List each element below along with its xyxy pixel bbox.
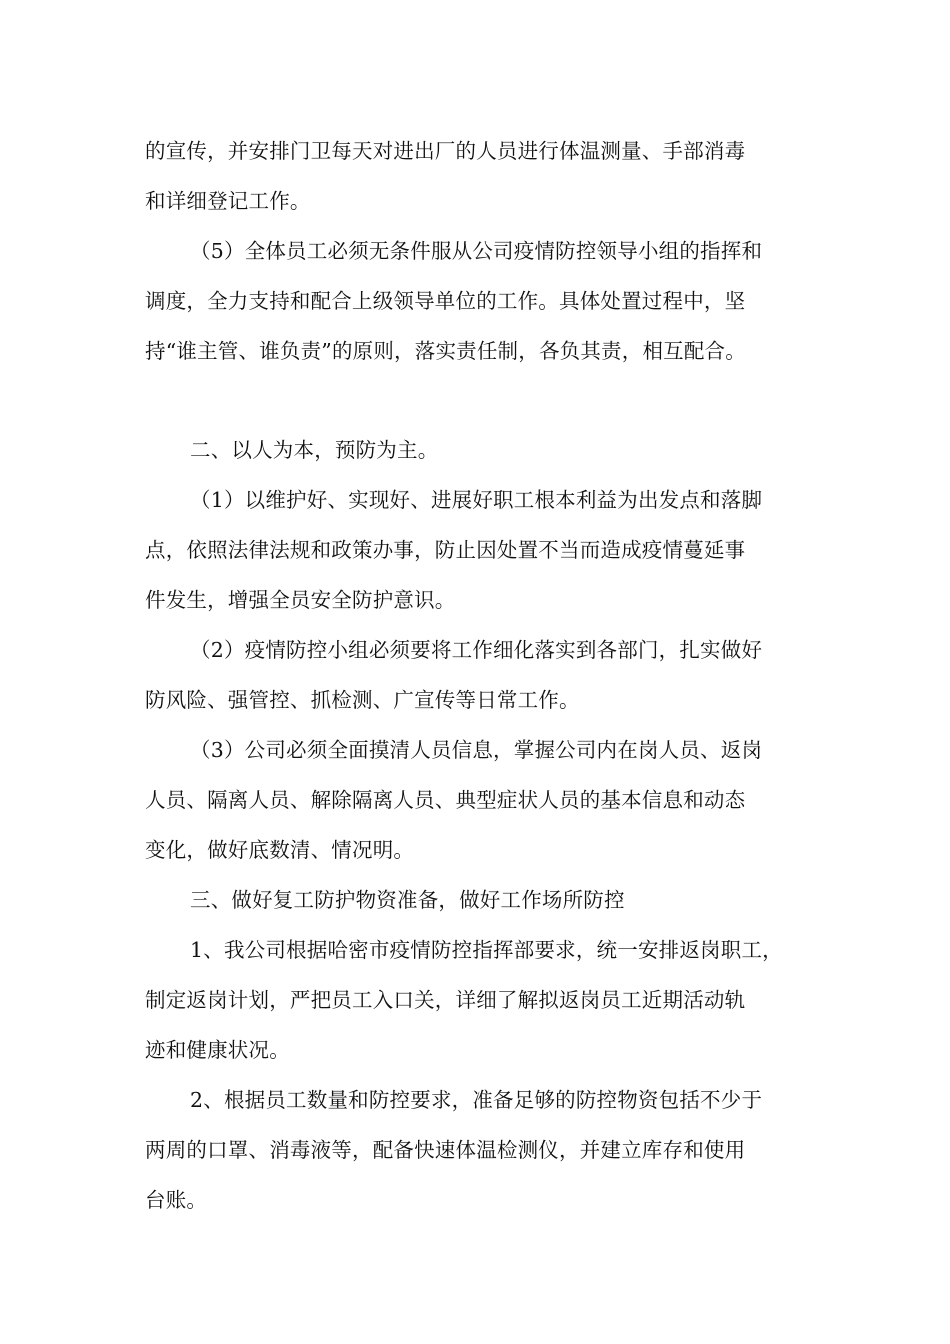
text-line: 台账。 bbox=[145, 1188, 208, 1212]
item-2-start: 2、根据员工数量和防控要求，准备足够的防控物资包括不少于 bbox=[190, 1088, 763, 1112]
text-line: 制定返岗计划，严把员工入口关，详细了解拟返岗员工近期活动轨 bbox=[145, 988, 746, 1012]
item-1-start: 1、我公司根据哈密市疫情防控指挥部要求，统一安排返岗职工， bbox=[190, 938, 783, 962]
section-heading-3: 三、做好复工防护物资准备，做好工作场所防控 bbox=[190, 888, 625, 912]
text-line: 调度，全力支持和配合上级领导单位的工作。具体处置过程中，坚 bbox=[145, 289, 746, 313]
text-line: 的宣传，并安排门卫每天对进出厂的人员进行体温测量、手部消毒 bbox=[145, 139, 746, 163]
text-line: 持“谁主管、谁负责”的原则，落实责任制，各负其责，相互配合。 bbox=[145, 339, 746, 363]
text-line: 人员、隔离人员、解除隔离人员、典型症状人员的基本信息和动态 bbox=[145, 788, 746, 812]
paragraph-2-start: （2）疫情防控小组必须要将工作细化落实到各部门，扎实做好 bbox=[190, 638, 763, 662]
text-line: 两周的口罩、消毒液等，配备快速体温检测仪，并建立库存和使用 bbox=[145, 1138, 746, 1162]
text-line: 防风险、强管控、抓检测、广宣传等日常工作。 bbox=[145, 688, 580, 712]
text-line: 和详细登记工作。 bbox=[145, 189, 311, 213]
section-heading-2: 二、以人为本，预防为主。 bbox=[190, 438, 439, 462]
text-line: 点，依照法律法规和政策办事，防止因处置不当而造成疫情蔓延事 bbox=[145, 538, 746, 562]
text-line: 迹和健康状况。 bbox=[145, 1038, 290, 1062]
text-line: 变化，做好底数清、情况明。 bbox=[145, 838, 415, 862]
text-line: 件发生，增强全员安全防护意识。 bbox=[145, 588, 456, 612]
paragraph-3-start: （3）公司必须全面摸清人员信息，掌握公司内在岗人员、返岗 bbox=[190, 738, 763, 762]
paragraph-5-start: （5）全体员工必须无条件服从公司疫情防控领导小组的指挥和 bbox=[190, 239, 763, 263]
paragraph-1-start: （1）以维护好、实现好、进展好职工根本利益为出发点和落脚 bbox=[190, 488, 763, 512]
